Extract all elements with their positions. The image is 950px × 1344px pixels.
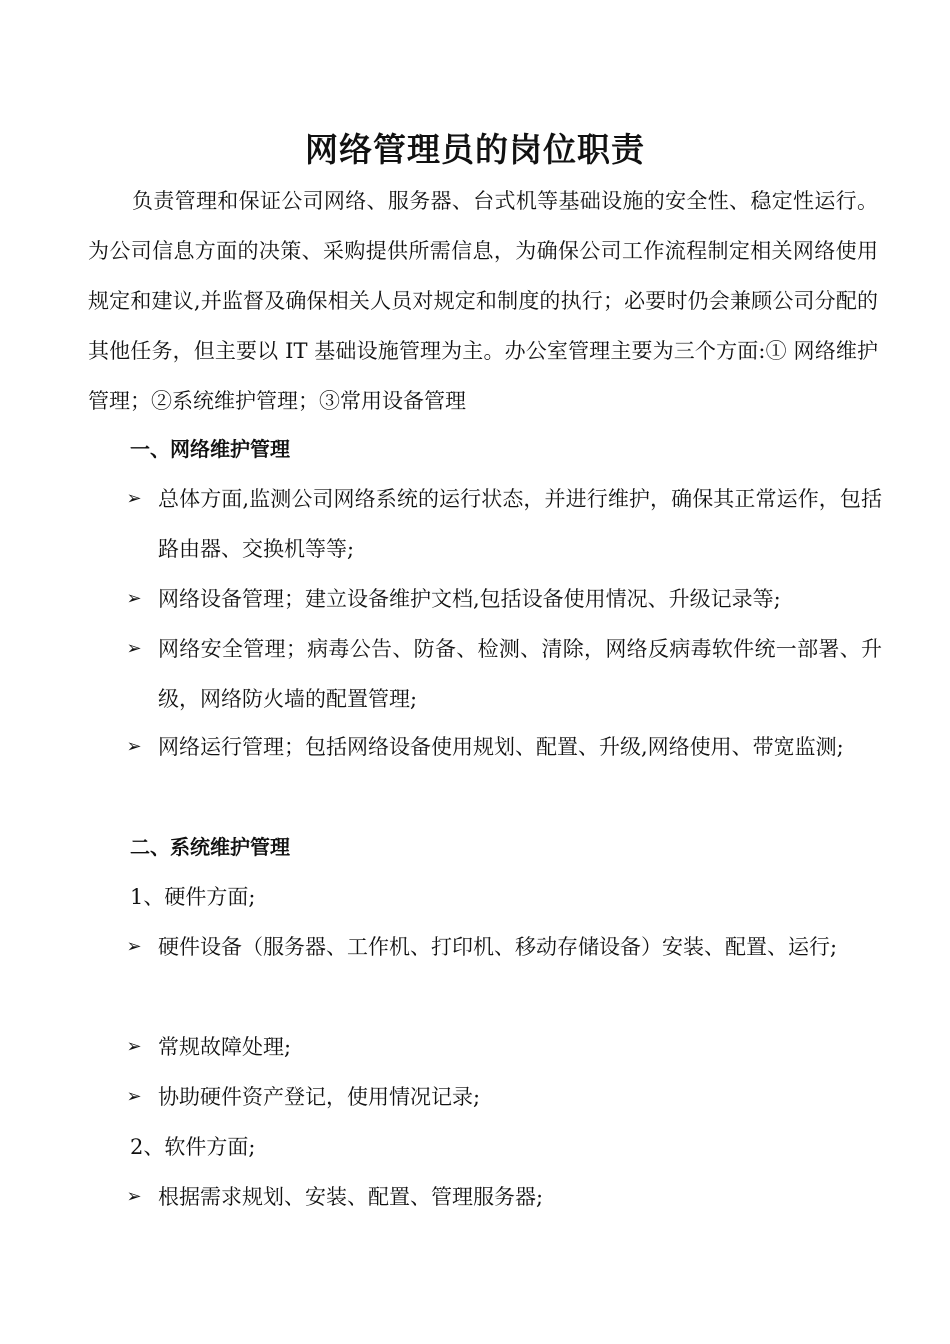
list-item-text: 总体方面,监测公司网络系统的运行状态，并进行维护，确保其正常运作，包括路由器、交换机等等; xyxy=(158,487,882,561)
arrow-bullet-icon: ➢ xyxy=(126,936,142,957)
list-item xyxy=(122,722,882,772)
list-item xyxy=(122,474,882,574)
section-heading-network: 一、网络维护管理 xyxy=(130,437,290,461)
list-item-text: 网络运行管理；包括网络设备使用规划、配置、升级,网络使用、带宽监测; xyxy=(158,735,844,759)
subsection-label-software: 2、软件方面; xyxy=(130,1135,256,1159)
arrow-bullet-icon: ➢ xyxy=(126,488,142,509)
list-item xyxy=(122,1022,882,1072)
list-item xyxy=(122,1172,882,1222)
list-item-text: 常规故障处理; xyxy=(158,1035,292,1059)
list-item-text: 根据需求规划、安装、配置、管理服务器; xyxy=(158,1185,544,1209)
section-heading-system: 二、系统维护管理 xyxy=(130,835,290,859)
list-item xyxy=(122,922,882,972)
list-item-text: 硬件设备（服务器、工作机、打印机、移动存储设备）安装、配置、运行; xyxy=(158,935,838,959)
arrow-bullet-icon: ➢ xyxy=(126,1086,142,1107)
arrow-bullet-icon: ➢ xyxy=(126,736,142,757)
list-item-text: 协助硬件资产登记，使用情况记录; xyxy=(158,1085,481,1109)
arrow-bullet-icon: ➢ xyxy=(126,1036,142,1057)
arrow-bullet-icon: ➢ xyxy=(126,638,142,659)
subsection-label-hardware: 1、硬件方面; xyxy=(130,885,256,909)
intro-paragraph: 负责管理和保证公司网络、服务器、台式机等基础设施的安全性、稳定性运行。为公司信息方面的决策、采购提供所需信息，为确保公司工作流程制定相关网络使用规定和建议,并监督及确保相关人员对规定和制度的执行；必要时仍会兼顾公司分配的其他任务，但主要以 IT 基础设施管理为主。办公室管理主要为三个方面:① 网络维护管理；②系统维护管理；③常用设备管理 xyxy=(88,189,878,413)
list-item xyxy=(122,1072,882,1122)
list-item xyxy=(122,624,882,724)
arrow-bullet-icon: ➢ xyxy=(126,1186,142,1207)
page-title: 网络管理员的岗位职责 xyxy=(305,130,645,169)
list-item xyxy=(122,574,882,624)
list-item-text: 网络设备管理；建立设备维护文档,包括设备使用情况、升级记录等; xyxy=(158,587,781,611)
list-item-text: 网络安全管理；病毒公告、防备、检测、清除，网络反病毒软件统一部署、升级，网络防火墙的配置管理; xyxy=(158,637,882,711)
arrow-bullet-icon: ➢ xyxy=(126,588,142,609)
